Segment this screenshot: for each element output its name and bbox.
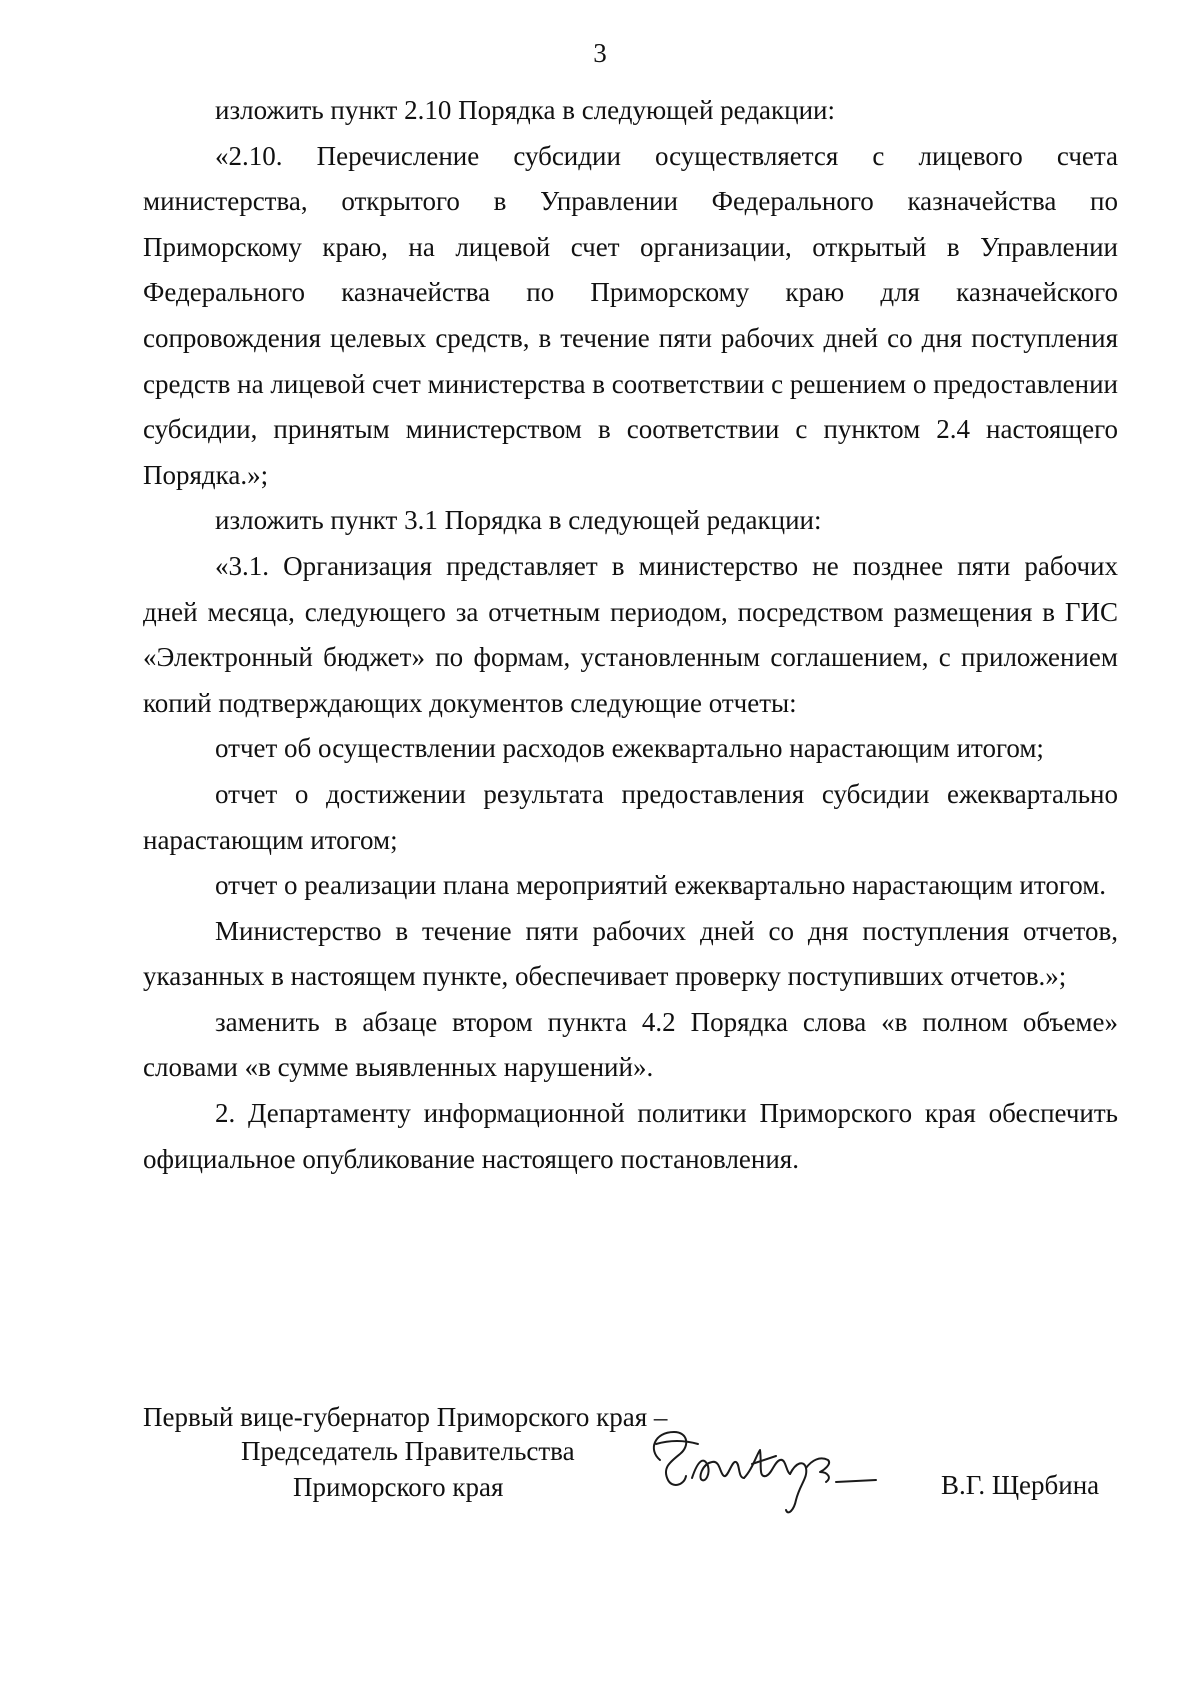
paragraph-report-results: отчет о достижении результата предоставления субсидии ежеквартально нарастающим итогом;	[143, 778, 1118, 855]
signatory-title-line-3: Приморского края	[293, 1472, 504, 1502]
paragraph-publication-order: 2. Департаменту информационной политики Приморского края обеспечить официальное опубликование настоящего постановления.	[143, 1098, 1118, 1174]
paragraph-ministry-check: Министерство в течение пяти рабочих дней со дня поступления отчетов, указанных в настоящем пункте, обеспечивает проверку поступивших отчетов.»;	[143, 915, 1118, 992]
signatory-title-line-1: Первый вице-губернатор Приморского края –	[143, 1402, 668, 1432]
signatory-name: В.Г. Щербина	[941, 1470, 1100, 1500]
paragraph-report-plan: отчет о реализации плана мероприятий ежеквартально нарастающим итогом.	[215, 870, 1107, 901]
paragraph-amend-4-2: заменить в абзаце втором пункта 4.2 Порядка слова «в полном объеме» словами «в сумме выявленных нарушений».	[143, 1006, 1118, 1083]
paragraph-amend-2-10-intro: изложить пункт 2.10 Порядка в следующей редакции:	[215, 95, 835, 125]
handwritten-signature	[640, 1420, 880, 1520]
paragraph-report-expenses: отчет об осуществлении расходов ежеквартально нарастающим итогом;	[215, 733, 1044, 764]
paragraph-amend-3-1-intro: изложить пункт 3.1 Порядка в следующей редакции:	[215, 505, 822, 536]
document-body	[143, 88, 1118, 1182]
paragraph-clause-3-1: «3.1. Организация представляет в министерство не позднее пяти рабочих дней месяца, следующего за отчетным периодом, посредством размещения в ГИС «Электронный бюджет» по формам, установленным соглашением, с приложением копий подтверждающих документов следующие отчеты:	[143, 550, 1118, 718]
paragraph-clause-2-10: «2.10. Перечисление субсидии осуществляется с лицевого счета министерства, открытого в Управлении Федерального казначейства по Приморскому краю, на лицевой счет организации, открытый в Управлении Федерального казначейства по Приморскому краю для казначейского сопровождения целевых средств, в течение пяти рабочих дней со дня поступления средств на лицевой счет министерства в соответствии с решением о предоставлении субсидии, принятым министерством в соответствии с пунктом 2.4 настоящего Порядка.»;	[143, 140, 1118, 490]
page-number: 3	[593, 38, 607, 68]
signature-block	[143, 1400, 1123, 1520]
signatory-title-line-2: Председатель Правительства	[241, 1436, 575, 1466]
